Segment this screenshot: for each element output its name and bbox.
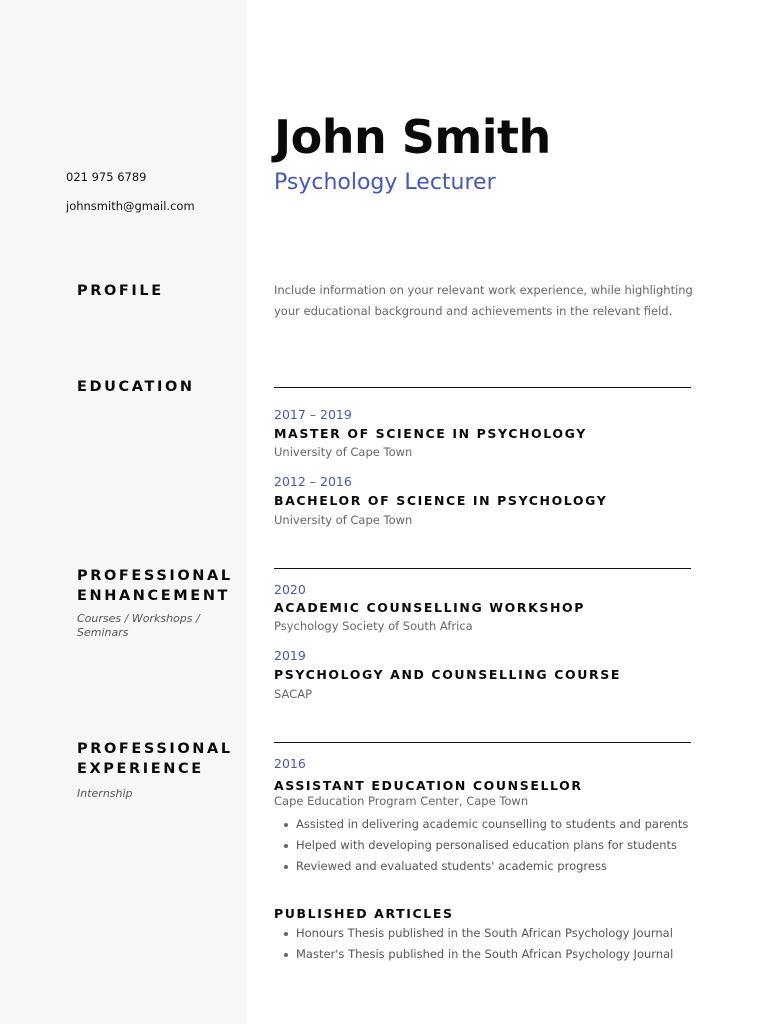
institution: University of Cape Town (274, 513, 413, 527)
enhancement-divider (274, 568, 691, 569)
course-provider: Psychology Society of South Africa (274, 619, 473, 633)
phone-number: 021 975 6789 (66, 170, 147, 184)
articles-heading: PUBLISHED ARTICLES (274, 906, 454, 921)
experience-heading-line: EXPERIENCE (77, 761, 204, 777)
candidate-name: John Smith (274, 110, 551, 164)
experience-subtitle: Internship (77, 787, 133, 800)
job-position: ASSISTANT EDUCATION COUNSELLOR (274, 778, 583, 793)
experience-heading-line: PROFESSIONAL (77, 741, 233, 757)
degree-title: BACHELOR OF SCIENCE IN PSYCHOLOGY (274, 493, 608, 508)
experience-divider (274, 742, 691, 743)
list-item: Helped with developing personalised education plans for students (274, 835, 688, 856)
enhancement-heading (77, 566, 233, 606)
education-heading: EDUCATION (77, 379, 195, 395)
education-divider (274, 387, 691, 388)
sidebar-background (0, 0, 246, 1024)
course-provider: SACAP (274, 687, 313, 701)
course-year: 2020 (274, 582, 306, 597)
education-years: 2012 – 2016 (274, 474, 352, 489)
course-title: ACADEMIC COUNSELLING WORKSHOP (274, 600, 586, 615)
course-year: 2019 (274, 648, 306, 663)
education-years: 2017 – 2019 (274, 407, 352, 422)
articles-list (274, 923, 673, 965)
institution: University of Cape Town (274, 445, 413, 459)
experience-heading (77, 739, 233, 779)
list-item: Honours Thesis published in the South African Psychology Journal (274, 923, 673, 944)
enhancement-heading-line: PROFESSIONAL (77, 568, 233, 584)
enhancement-heading-line: ENHANCEMENT (77, 588, 231, 604)
profile-heading: PROFILE (77, 283, 164, 299)
list-item: Master's Thesis published in the South African Psychology Journal (274, 944, 673, 965)
profile-text: Include information on your relevant work experience, while highlighting your educational background and achievements in the relevant field. (274, 283, 693, 318)
enhancement-subtitle: Courses / Workshops / Seminars (77, 612, 200, 639)
degree-title: MASTER OF SCIENCE IN PSYCHOLOGY (274, 426, 587, 441)
employer: Cape Education Program Center, Cape Town (274, 794, 529, 808)
job-duties-list (274, 814, 688, 877)
list-item: Assisted in delivering academic counselling to students and parents (274, 814, 688, 835)
course-title: PSYCHOLOGY AND COUNSELLING COURSE (274, 667, 621, 682)
list-item: Reviewed and evaluated students' academic progress (274, 856, 688, 877)
job-year: 2016 (274, 756, 306, 771)
job-title: Psychology Lecturer (274, 170, 496, 195)
email-address: johnsmith@gmail.com (66, 199, 195, 213)
